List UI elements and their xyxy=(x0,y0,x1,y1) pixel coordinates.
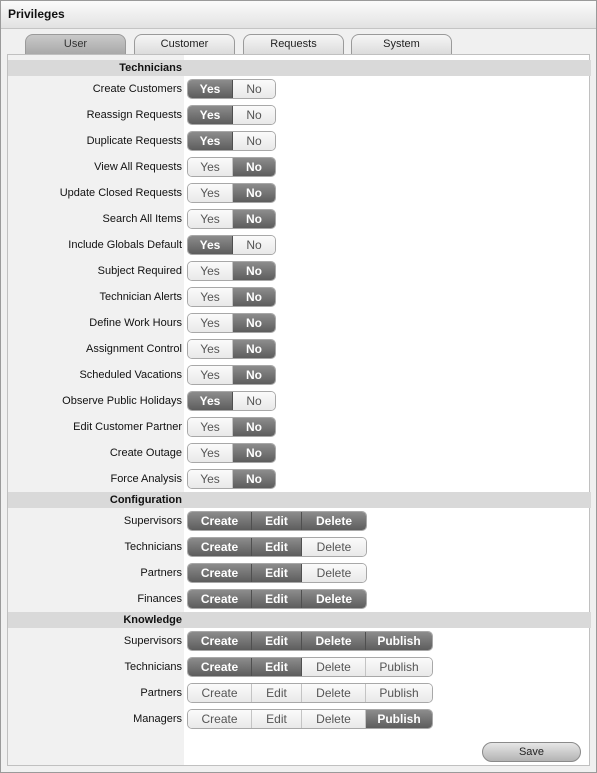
edit-option[interactable]: Edit xyxy=(252,512,302,530)
technicians-row-create-customers xyxy=(8,76,591,102)
yes-option[interactable]: Yes xyxy=(188,236,233,254)
yes-option[interactable]: Yes xyxy=(188,444,233,462)
knowledge-section-header xyxy=(8,612,591,628)
yes-option[interactable]: Yes xyxy=(188,366,233,384)
configuration-section-title: Configuration xyxy=(109,494,182,506)
yes-no-toggle-edit-customer-partner[interactable] xyxy=(187,417,276,437)
privileges-content xyxy=(7,54,590,766)
create-option[interactable]: Create xyxy=(188,710,252,728)
yes-no-toggle-observe-public-holidays[interactable] xyxy=(187,391,276,411)
configuration-label-supervisors: Supervisors xyxy=(123,515,182,527)
yes-no-toggle-create-outage[interactable] xyxy=(187,443,276,463)
technicians-label-include-globals-default: Include Globals Default xyxy=(68,239,182,251)
create-option[interactable]: Create xyxy=(188,684,252,702)
technicians-label-technician-alerts: Technician Alerts xyxy=(99,291,182,303)
delete-option[interactable]: Delete xyxy=(302,590,366,608)
yes-no-toggle-search-all-items[interactable] xyxy=(187,209,276,229)
yes-option[interactable]: Yes xyxy=(188,262,233,280)
no-option[interactable]: No xyxy=(233,288,275,306)
technicians-label-force-analysis: Force Analysis xyxy=(110,473,182,485)
technicians-row-scheduled-vacations xyxy=(8,362,591,388)
no-option[interactable]: No xyxy=(233,470,275,488)
create-option[interactable]: Create xyxy=(188,658,252,676)
no-option[interactable]: No xyxy=(233,210,275,228)
create-option[interactable]: Create xyxy=(188,538,252,556)
technicians-label-define-work-hours: Define Work Hours xyxy=(89,317,182,329)
edit-option[interactable]: Edit xyxy=(252,710,302,728)
technicians-label-search-all-items: Search All Items xyxy=(102,213,182,225)
yes-no-toggle-scheduled-vacations[interactable] xyxy=(187,365,276,385)
configuration-section-header xyxy=(8,492,591,508)
configuration-row-finances xyxy=(8,586,591,612)
tab-user[interactable]: User xyxy=(25,34,126,54)
technicians-label-view-all-requests: View All Requests xyxy=(94,161,182,173)
configuration-row-technicians xyxy=(8,534,591,560)
yes-no-toggle-force-analysis[interactable] xyxy=(187,469,276,489)
no-option[interactable]: No xyxy=(233,444,275,462)
yes-no-toggle-subject-required[interactable] xyxy=(187,261,276,281)
edit-option[interactable]: Edit xyxy=(252,632,302,650)
knowledge-row-supervisors xyxy=(8,628,591,654)
technicians-label-create-customers: Create Customers xyxy=(92,83,182,95)
no-option[interactable]: No xyxy=(233,236,275,254)
no-option[interactable]: No xyxy=(233,158,275,176)
technicians-row-view-all-requests xyxy=(8,154,591,180)
yes-no-toggle-define-work-hours[interactable] xyxy=(187,313,276,333)
technicians-row-duplicate-requests xyxy=(8,128,591,154)
technicians-row-technician-alerts xyxy=(8,284,591,310)
yes-no-toggle-include-globals-default[interactable] xyxy=(187,235,276,255)
technicians-section-title: Technicians xyxy=(119,62,182,74)
yes-no-toggle-update-closed-requests[interactable] xyxy=(187,183,276,203)
knowledge-label-partners: Partners xyxy=(140,687,182,699)
yes-option[interactable]: Yes xyxy=(188,158,233,176)
yes-option[interactable]: Yes xyxy=(188,470,233,488)
no-option[interactable]: No xyxy=(233,106,275,124)
technicians-label-duplicate-requests: Duplicate Requests xyxy=(86,135,182,147)
knowledge-label-managers: Managers xyxy=(133,713,182,725)
no-option[interactable]: No xyxy=(233,366,275,384)
yes-no-toggle-technician-alerts[interactable] xyxy=(187,287,276,307)
yes-no-toggle-reassign-requests[interactable] xyxy=(187,105,276,125)
knowledge-section-title: Knowledge xyxy=(123,614,182,626)
create-option[interactable]: Create xyxy=(188,512,252,530)
no-option[interactable]: No xyxy=(233,80,275,98)
delete-option[interactable]: Delete xyxy=(302,710,366,728)
edit-option[interactable]: Edit xyxy=(252,590,302,608)
publish-option[interactable]: Publish xyxy=(366,684,432,702)
publish-option[interactable]: Publish xyxy=(366,632,432,650)
publish-option[interactable]: Publish xyxy=(366,710,432,728)
yes-option[interactable]: Yes xyxy=(188,106,233,124)
configuration-label-finances: Finances xyxy=(137,593,182,605)
delete-option[interactable]: Delete xyxy=(302,658,366,676)
yes-option[interactable]: Yes xyxy=(188,314,233,332)
configuration-label-technicians: Technicians xyxy=(124,541,182,553)
configuration-label-partners: Partners xyxy=(140,567,182,579)
delete-option[interactable]: Delete xyxy=(302,632,366,650)
panel-title: Privileges xyxy=(1,1,596,29)
configuration-row-supervisors xyxy=(8,508,591,534)
knowledge-row-technicians xyxy=(8,654,591,680)
publish-option[interactable]: Publish xyxy=(366,658,432,676)
technicians-row-search-all-items xyxy=(8,206,591,232)
delete-option[interactable]: Delete xyxy=(302,538,366,556)
technicians-label-update-closed-requests: Update Closed Requests xyxy=(59,187,182,199)
yes-option[interactable]: Yes xyxy=(188,418,233,436)
yes-option[interactable]: Yes xyxy=(188,184,233,202)
edit-option[interactable]: Edit xyxy=(252,684,302,702)
technicians-row-create-outage xyxy=(8,440,591,466)
tab-customer[interactable]: Customer xyxy=(134,34,235,54)
yes-option[interactable]: Yes xyxy=(188,340,233,358)
technicians-section-header xyxy=(8,60,591,76)
no-option[interactable]: No xyxy=(233,340,275,358)
no-option[interactable]: No xyxy=(233,392,275,410)
technicians-row-define-work-hours xyxy=(8,310,591,336)
technicians-row-subject-required xyxy=(8,258,591,284)
configuration-permissions-finances[interactable] xyxy=(187,589,367,609)
configuration-row-partners xyxy=(8,560,591,586)
technicians-label-reassign-requests: Reassign Requests xyxy=(86,109,182,121)
yes-no-toggle-view-all-requests[interactable] xyxy=(187,157,276,177)
technicians-row-reassign-requests xyxy=(8,102,591,128)
delete-option[interactable]: Delete xyxy=(302,512,366,530)
knowledge-permissions-technicians[interactable] xyxy=(187,657,433,677)
technicians-row-observe-public-holidays xyxy=(8,388,591,414)
technicians-label-assignment-control: Assignment Control xyxy=(86,343,182,355)
knowledge-permissions-partners[interactable] xyxy=(187,683,433,703)
create-option[interactable]: Create xyxy=(188,632,252,650)
technicians-label-create-outage: Create Outage xyxy=(109,447,182,459)
edit-option[interactable]: Edit xyxy=(252,658,302,676)
save-button[interactable]: Save xyxy=(482,742,581,762)
yes-no-toggle-assignment-control[interactable] xyxy=(187,339,276,359)
tab-requests[interactable]: Requests xyxy=(243,34,344,54)
knowledge-permissions-supervisors[interactable] xyxy=(187,631,433,651)
technicians-row-assignment-control xyxy=(8,336,591,362)
delete-option[interactable]: Delete xyxy=(302,564,366,582)
knowledge-label-supervisors: Supervisors xyxy=(123,635,182,647)
knowledge-label-technicians: Technicians xyxy=(124,661,182,673)
yes-option[interactable]: Yes xyxy=(188,132,233,150)
tab-system[interactable]: System xyxy=(351,34,452,54)
knowledge-row-managers xyxy=(8,706,591,732)
create-option[interactable]: Create xyxy=(188,564,252,582)
no-option[interactable]: No xyxy=(233,132,275,150)
technicians-row-edit-customer-partner xyxy=(8,414,591,440)
configuration-permissions-partners[interactable] xyxy=(187,563,367,583)
no-option[interactable]: No xyxy=(233,418,275,436)
edit-option[interactable]: Edit xyxy=(252,564,302,582)
technicians-label-observe-public-holidays: Observe Public Holidays xyxy=(62,395,182,407)
technicians-label-scheduled-vacations: Scheduled Vacations xyxy=(79,369,182,381)
no-option[interactable]: No xyxy=(233,262,275,280)
technicians-row-update-closed-requests xyxy=(8,180,591,206)
technicians-row-force-analysis xyxy=(8,466,591,492)
technicians-row-include-globals-default xyxy=(8,232,591,258)
create-option[interactable]: Create xyxy=(188,590,252,608)
no-option[interactable]: No xyxy=(233,184,275,202)
edit-option[interactable]: Edit xyxy=(252,538,302,556)
yes-no-toggle-create-customers[interactable] xyxy=(187,79,276,99)
yes-option[interactable]: Yes xyxy=(188,392,233,410)
knowledge-row-partners xyxy=(8,680,591,706)
yes-option[interactable]: Yes xyxy=(188,80,233,98)
technicians-label-edit-customer-partner: Edit Customer Partner xyxy=(73,421,182,433)
knowledge-permissions-managers[interactable] xyxy=(187,709,433,729)
yes-option[interactable]: Yes xyxy=(188,210,233,228)
delete-option[interactable]: Delete xyxy=(302,684,366,702)
no-option[interactable]: No xyxy=(233,314,275,332)
technicians-label-subject-required: Subject Required xyxy=(97,265,182,277)
configuration-permissions-technicians[interactable] xyxy=(187,537,367,557)
yes-no-toggle-duplicate-requests[interactable] xyxy=(187,131,276,151)
configuration-permissions-supervisors[interactable] xyxy=(187,511,367,531)
yes-option[interactable]: Yes xyxy=(188,288,233,306)
